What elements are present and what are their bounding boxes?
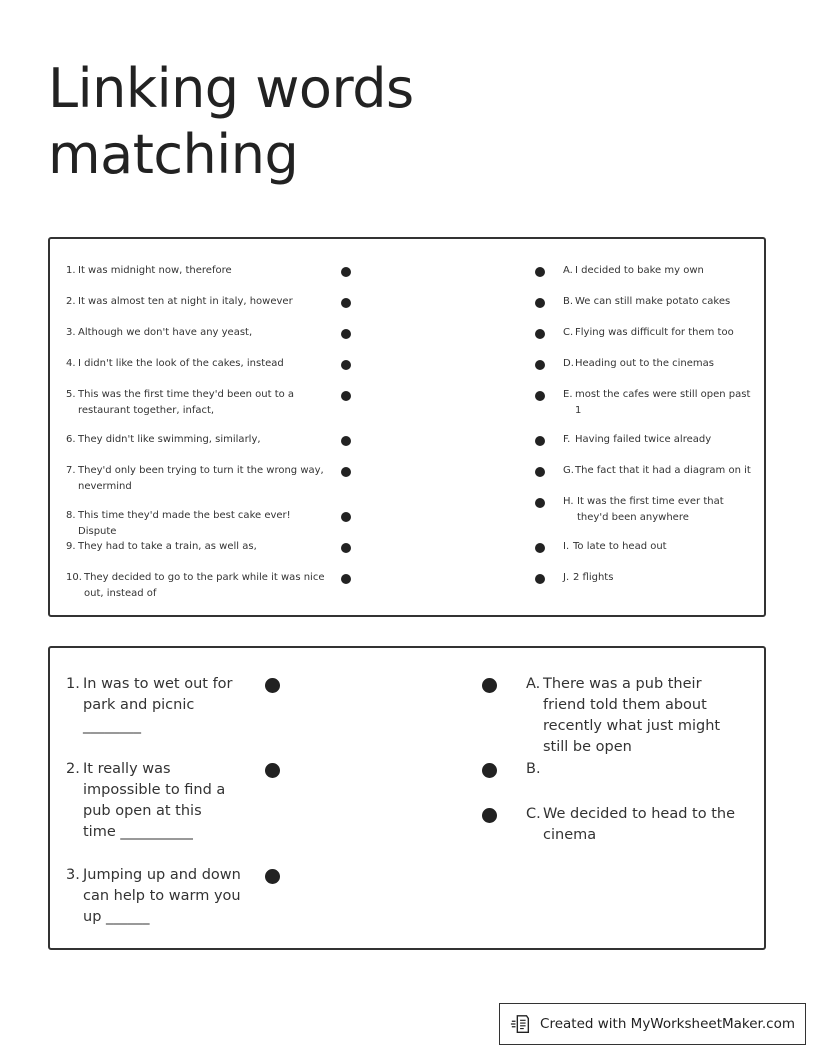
right-item-e xyxy=(563,387,753,418)
right-item-c xyxy=(526,804,746,846)
item-letter: C. xyxy=(526,806,541,822)
left-item-2 xyxy=(66,759,238,843)
right-item-a xyxy=(526,674,746,758)
left-item-6 xyxy=(66,432,326,448)
footer-credit[interactable] xyxy=(499,1003,806,1045)
item-text: We decided to head to the cinema xyxy=(543,806,736,843)
matching-section-1 xyxy=(48,237,766,617)
item-text: The fact that it had a diagram on it xyxy=(575,465,751,476)
left-item-5 xyxy=(66,387,326,418)
worksheet-maker-logo-icon xyxy=(510,1013,532,1035)
item-letter: J. xyxy=(563,572,570,583)
item-number: 1. xyxy=(66,265,76,276)
right-item-g xyxy=(563,463,758,479)
item-text: It was midnight now, therefore xyxy=(78,265,232,276)
match-dot-left-3[interactable] xyxy=(341,329,351,339)
item-text: It really was impossible to find a pub open at this time __________ xyxy=(83,761,226,840)
item-number: 3. xyxy=(66,327,76,338)
match-dot-right-i[interactable] xyxy=(535,543,545,553)
left-item-4 xyxy=(66,356,326,372)
left-item-2 xyxy=(66,294,326,310)
match-dot-left-6[interactable] xyxy=(341,436,351,446)
item-text: This time they'd made the best cake ever! Dispute xyxy=(78,510,291,537)
item-letter: F. xyxy=(563,434,571,445)
match-dot-left-8[interactable] xyxy=(341,512,351,522)
item-text: There was a pub their friend told them about recently what just might still be open xyxy=(543,676,721,755)
item-text: I decided to bake my own xyxy=(575,265,704,276)
match-dot-right-b[interactable] xyxy=(535,298,545,308)
right-item-c xyxy=(563,325,753,341)
item-number: 8. xyxy=(66,510,76,521)
match-dot-left-2[interactable] xyxy=(265,763,280,778)
item-text: I didn't like the look of the cakes, instead xyxy=(78,358,284,369)
item-number: 10. xyxy=(66,572,82,583)
match-dot-right-a[interactable] xyxy=(482,678,497,693)
left-item-3 xyxy=(66,865,246,928)
match-dot-left-2[interactable] xyxy=(341,298,351,308)
item-text: It was almost ten at night in italy, however xyxy=(78,296,293,307)
item-text: They didn't like swimming, similarly, xyxy=(78,434,261,445)
item-number: 5. xyxy=(66,389,76,400)
match-dot-right-a[interactable] xyxy=(535,267,545,277)
item-number: 6. xyxy=(66,434,76,445)
item-letter: A. xyxy=(526,676,541,692)
item-letter: D. xyxy=(563,358,574,369)
match-dot-left-1[interactable] xyxy=(265,678,280,693)
item-number: 1. xyxy=(66,676,80,692)
match-dot-right-f[interactable] xyxy=(535,436,545,446)
title-line-1: Linking words xyxy=(48,57,414,120)
right-item-a xyxy=(563,263,753,279)
match-dot-right-j[interactable] xyxy=(535,574,545,584)
item-number: 2. xyxy=(66,296,76,307)
match-dot-right-e[interactable] xyxy=(535,391,545,401)
item-letter: E. xyxy=(563,389,573,400)
match-dot-left-7[interactable] xyxy=(341,467,351,477)
right-item-b xyxy=(563,294,753,310)
item-text: Having failed twice already xyxy=(575,434,712,445)
item-letter: C. xyxy=(563,327,574,338)
match-dot-right-c[interactable] xyxy=(482,808,497,823)
left-item-1 xyxy=(66,263,326,279)
item-text: In was to wet out for park and picnic ________ xyxy=(83,676,233,734)
right-item-f xyxy=(563,432,753,448)
right-item-h xyxy=(563,494,733,525)
item-letter: A. xyxy=(563,265,573,276)
match-dot-right-c[interactable] xyxy=(535,329,545,339)
left-item-1 xyxy=(66,674,238,737)
item-letter: G. xyxy=(563,465,574,476)
item-number: 4. xyxy=(66,358,76,369)
item-text: To late to head out xyxy=(573,541,667,552)
item-text: It was the first time ever that they'd been anywhere xyxy=(577,496,724,523)
item-text: They had to take a train, as well as, xyxy=(78,541,257,552)
item-letter: B. xyxy=(563,296,574,307)
item-letter: I. xyxy=(563,541,570,552)
worksheet-title xyxy=(48,56,414,188)
item-number: 9. xyxy=(66,541,76,552)
right-item-j xyxy=(563,570,753,586)
item-text: They'd only been trying to turn it the wrong way, nevermind xyxy=(78,465,324,492)
match-dot-left-9[interactable] xyxy=(341,543,351,553)
item-text: 2 flights xyxy=(573,572,614,583)
item-text: most the cafes were still open past 1 xyxy=(575,389,751,416)
item-text: We can still make potato cakes xyxy=(575,296,731,307)
item-letter: B. xyxy=(526,761,541,777)
matching-section-2 xyxy=(48,646,766,950)
item-number: 7. xyxy=(66,465,76,476)
match-dot-right-h[interactable] xyxy=(535,498,545,508)
item-number: 2. xyxy=(66,761,80,777)
item-letter: H. xyxy=(563,496,574,507)
footer-text: Created with MyWorksheetMaker.com xyxy=(540,1016,795,1032)
left-item-3 xyxy=(66,325,326,341)
match-dot-right-g[interactable] xyxy=(535,467,545,477)
match-dot-right-d[interactable] xyxy=(535,360,545,370)
match-dot-left-3[interactable] xyxy=(265,869,280,884)
item-text: This was the first time they'd been out to a restaurant together, infact, xyxy=(78,389,295,416)
left-item-10 xyxy=(66,570,326,601)
right-item-i xyxy=(563,539,753,555)
left-item-7 xyxy=(66,463,326,494)
item-number: 3. xyxy=(66,867,80,883)
match-dot-left-4[interactable] xyxy=(341,360,351,370)
title-line-2: matching xyxy=(48,123,299,186)
item-text: Heading out to the cinemas xyxy=(575,358,714,369)
item-text: They decided to go to the park while it was nice out, instead of xyxy=(84,572,325,599)
item-text: Jumping up and down can help to warm you up ______ xyxy=(83,867,241,925)
match-dot-right-b[interactable] xyxy=(482,763,497,778)
match-dot-left-10[interactable] xyxy=(341,574,351,584)
right-item-d xyxy=(563,356,753,372)
left-item-9 xyxy=(66,539,326,555)
match-dot-left-1[interactable] xyxy=(341,267,351,277)
match-dot-left-5[interactable] xyxy=(341,391,351,401)
item-text: Flying was difficult for them too xyxy=(575,327,734,338)
left-item-8 xyxy=(66,508,328,539)
item-text: Although we don't have any yeast, xyxy=(78,327,253,338)
